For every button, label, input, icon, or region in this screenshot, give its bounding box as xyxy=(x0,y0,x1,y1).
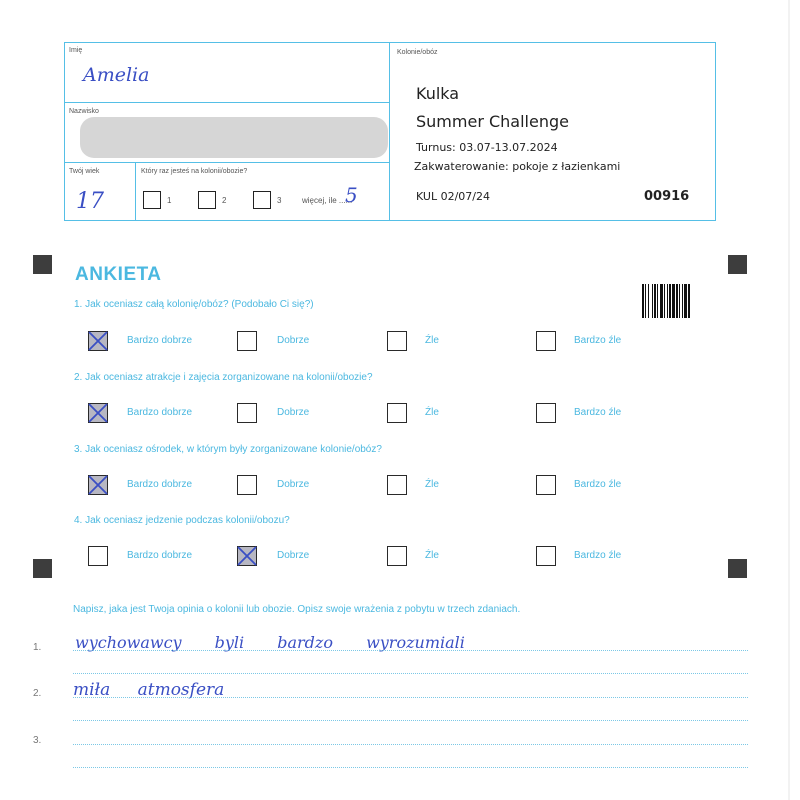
times-checkbox-2[interactable] xyxy=(198,191,216,209)
times-more-value: 5 xyxy=(345,183,358,207)
question-1-option-4-label: Bardzo źle xyxy=(574,335,622,346)
answer-line-1b xyxy=(73,673,748,674)
first-name-value: Amelia xyxy=(83,64,150,86)
camp-program: Summer Challenge xyxy=(416,112,569,131)
question-4-option-1-checkbox[interactable] xyxy=(88,546,108,566)
answer-line-2a xyxy=(73,697,748,698)
times-option-3: 3 xyxy=(277,196,282,205)
camp-label: Kolonie/obóz xyxy=(397,49,438,56)
question-1-option-3-label: Źle xyxy=(425,335,439,346)
registration-marker-top-left xyxy=(33,255,52,274)
question-2-option-1-checkbox[interactable] xyxy=(88,403,108,423)
question-2: 2. Jak oceniasz atrakcje i zajęcia zorganizowane na kolonii/obozie? xyxy=(74,372,373,383)
question-3-option-3-label: Źle xyxy=(425,479,439,490)
camp-name: Kulka xyxy=(416,84,460,103)
question-3-option-1-checkbox[interactable] xyxy=(88,475,108,495)
times-more-label: więcej, ile ...... xyxy=(302,196,353,205)
opinion-answer-1[interactable]: wychowawcy byli bardzo wyrozumiali xyxy=(75,633,465,652)
opinion-answer-2[interactable]: miła atmosfera xyxy=(73,680,225,700)
check-x-icon xyxy=(235,544,259,568)
age-label: Twój wiek xyxy=(69,168,100,175)
form-number: 00916 xyxy=(644,189,690,204)
question-1-option-3-checkbox[interactable] xyxy=(387,331,407,351)
question-2-option-3-label: Źle xyxy=(425,407,439,418)
question-1: 1. Jak oceniasz całą kolonię/obóz? (Podobało Ci się?) xyxy=(74,299,314,310)
turnus-dates: Turnus: 03.07-13.07.2024 xyxy=(416,141,558,154)
question-1-option-1-label: Bardzo dobrze xyxy=(127,335,193,346)
check-x-icon xyxy=(86,473,110,497)
answer-line-3a xyxy=(73,744,748,745)
last-name-label: Nazwisko xyxy=(69,108,99,115)
times-option-1: 1 xyxy=(167,196,172,205)
question-2-option-4-checkbox[interactable] xyxy=(536,403,556,423)
question-4-option-4-checkbox[interactable] xyxy=(536,546,556,566)
question-1-option-1-checkbox[interactable] xyxy=(88,331,108,351)
page-edge xyxy=(788,0,790,800)
question-3-option-4-label: Bardzo źle xyxy=(574,479,622,490)
line-number-3: 3. xyxy=(33,735,42,746)
question-1-option-2-label: Dobrze xyxy=(277,335,310,346)
check-x-icon xyxy=(86,329,110,353)
answer-line-3b xyxy=(73,767,748,768)
question-3-option-1-label: Bardzo dobrze xyxy=(127,479,193,490)
question-3-option-2-label: Dobrze xyxy=(277,479,310,490)
question-3-option-2-checkbox[interactable] xyxy=(237,475,257,495)
times-option-2: 2 xyxy=(222,196,227,205)
question-2-option-2-checkbox[interactable] xyxy=(237,403,257,423)
line-number-1: 1. xyxy=(33,642,42,653)
question-4-option-1-label: Bardzo dobrze xyxy=(127,550,193,561)
question-4-option-3-checkbox[interactable] xyxy=(387,546,407,566)
question-2-option-1-label: Bardzo dobrze xyxy=(127,407,193,418)
question-4-option-2-label: Dobrze xyxy=(277,550,310,561)
question-4-option-4-label: Bardzo źle xyxy=(574,550,622,561)
check-x-icon xyxy=(86,401,110,425)
answer-line-2b xyxy=(73,720,748,721)
question-4: 4. Jak oceniasz jedzenie podczas kolonii/obozu? xyxy=(74,515,290,526)
question-2-option-3-checkbox[interactable] xyxy=(387,403,407,423)
registration-marker-bottom-right xyxy=(728,559,747,578)
survey-title: ANKIETA xyxy=(75,264,162,285)
question-4-option-3-label: Źle xyxy=(425,550,439,561)
line-number-2: 2. xyxy=(33,688,42,699)
question-1-option-2-checkbox[interactable] xyxy=(237,331,257,351)
question-3-option-4-checkbox[interactable] xyxy=(536,475,556,495)
accommodation: Zakwaterowanie: pokoje z łazienkami xyxy=(414,160,621,173)
question-2-option-2-label: Dobrze xyxy=(277,407,310,418)
barcode xyxy=(642,284,697,318)
question-4-option-2-checkbox[interactable] xyxy=(237,546,257,566)
first-name-label: Imię xyxy=(69,47,83,54)
opinion-instruction: Napisz, jaka jest Twoja opinia o kolonii lub obozie. Opisz swoje wrażenia z pobytu w trzech zdaniach. xyxy=(73,604,521,615)
redacted-last-name xyxy=(80,117,388,158)
times-label: Który raz jesteś na kolonii/obozie? xyxy=(141,168,248,175)
camp-code: KUL 02/07/24 xyxy=(416,190,490,203)
age-value: 17 xyxy=(76,189,104,214)
question-1-option-4-checkbox[interactable] xyxy=(536,331,556,351)
question-3: 3. Jak oceniasz ośrodek, w którym były zorganizowane kolonie/obóz? xyxy=(74,444,382,455)
times-checkbox-3[interactable] xyxy=(253,191,271,209)
question-2-option-4-label: Bardzo źle xyxy=(574,407,622,418)
registration-marker-bottom-left xyxy=(33,559,52,578)
answer-line-1a xyxy=(73,650,748,651)
times-checkbox-1[interactable] xyxy=(143,191,161,209)
registration-marker-top-right xyxy=(728,255,747,274)
question-3-option-3-checkbox[interactable] xyxy=(387,475,407,495)
